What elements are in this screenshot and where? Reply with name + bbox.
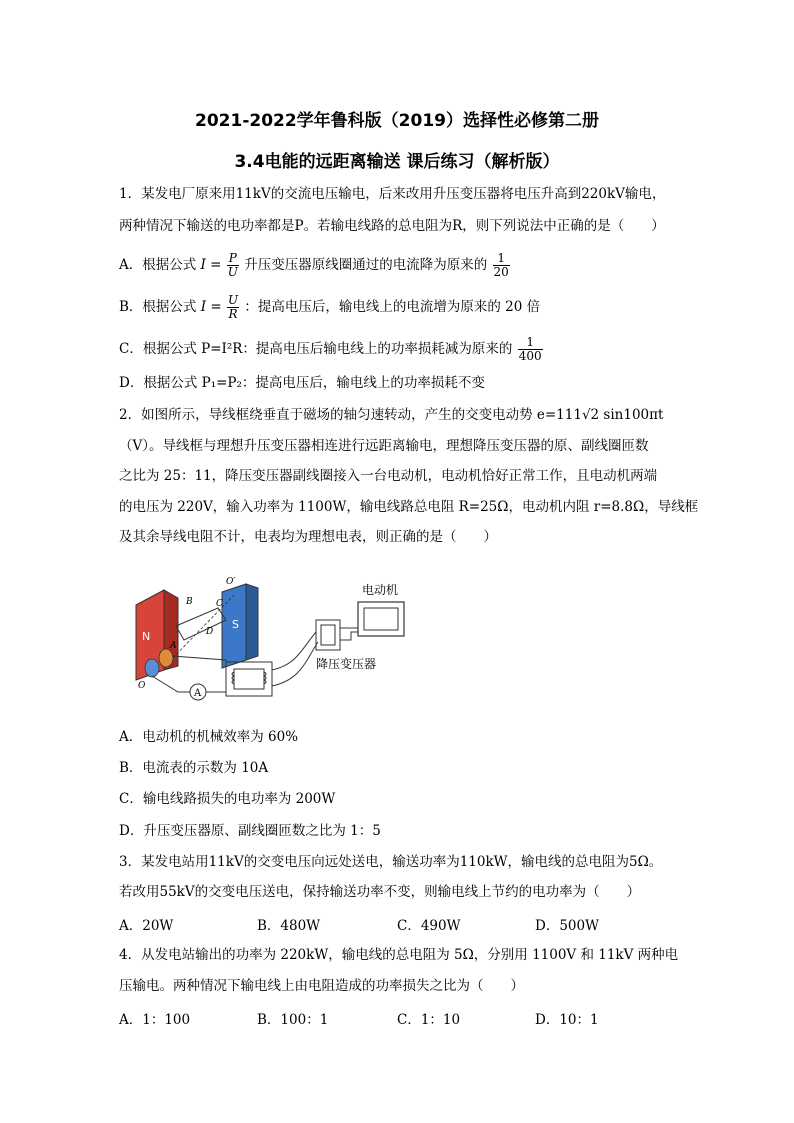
q3-stem-line2: 若改用55kV的交变电压送电，保持输送功率不变，则输电线上节约的电功率为（ ）: [119, 884, 641, 900]
q1-option-b-suffix: ：提高电压后，输电线上的电流增为原来的 20 倍: [244, 299, 541, 315]
generator-transmission-diagram: [126, 570, 426, 705]
q1-option-a-formula-lhs: I =: [200, 257, 222, 273]
q1-option-a-fraction-den: U: [227, 265, 238, 279]
q2-stem-line1: 2．如图所示，导线框绕垂直于磁场的轴匀速转动，产生的交变电动势 e=111√2 sin100πt: [119, 407, 664, 423]
q1-option-b-fraction-num: U: [227, 293, 239, 307]
motor: [358, 602, 404, 636]
motor-wire-2: [340, 632, 358, 640]
wire-top: [172, 656, 226, 665]
slip-ring-1: [159, 649, 173, 667]
q1-option-b-fraction: [227, 294, 239, 321]
q1-option-a: [119, 252, 511, 279]
q1-option-d: D．根据公式 P₁=P₂：提高电压后，输电线上的功率损耗不变: [119, 375, 485, 391]
q2-option-d: D．升压变压器原、副线圈匝数之比为 1：5: [119, 823, 381, 839]
q1-option-b-fraction-den: R: [228, 307, 238, 321]
step-down-transformer-core: [321, 625, 335, 645]
q1-option-b: [119, 294, 540, 321]
q1-option-a-ratio: [493, 252, 510, 279]
q1-option-a-ratio-den: 20: [493, 265, 509, 279]
q2-stem-line4: 的电压为 220V，输入功率为 1100W，输电线路总电阻 R=25Ω，电动机内阻 r=8.8Ω，导线框: [119, 499, 699, 515]
q4-option-d: D．10：1: [535, 1012, 599, 1028]
step-up-transformer-core: [234, 669, 264, 689]
coil-label-c: C: [216, 599, 223, 609]
motor-label: 电动机: [362, 583, 399, 597]
q1-option-a-fraction-num: P: [227, 252, 239, 266]
transmission-line-2: [272, 642, 318, 686]
q2-option-a: A．电动机的机械效率为 60%: [119, 729, 299, 745]
coil-label-a: A: [170, 641, 177, 651]
q4-options: [119, 1008, 599, 1028]
coil-label-d: D: [206, 627, 214, 637]
q1-option-a-fraction: [227, 252, 239, 279]
q2-stem-line3: 之比为 25：11，降压变压器副线圈接入一台电动机，电动机恰好正常工作，且电动机两端: [119, 468, 658, 484]
transmission-line-1: [272, 632, 316, 670]
q2-stem-line5: 及其余导线电阻不计，电表均为理想电表，则正确的是（ ）: [119, 529, 497, 545]
s-pole-magnet-side: [246, 584, 258, 660]
q4-stem-line2: 压输电。两种情况下输电线上由电阻造成的功率损失之比为（ ）: [119, 978, 524, 994]
q1-option-c-text: C．根据公式 P=I²R：提高电压后输电线上的功率损耗减为原来的: [119, 341, 513, 357]
q2-option-b: B．电流表的示数为 10A: [119, 760, 269, 776]
q3-option-a: A．20W: [119, 918, 174, 934]
slip-ring-2: [145, 659, 159, 677]
q1-option-c-ratio-num: 1: [518, 336, 543, 350]
q1-option-a-suffix: 升压变压器原线圈通过的电流降为原来的: [244, 257, 488, 273]
coil-frame: [176, 608, 226, 640]
step-down-transformer-label: 降压变压器: [316, 657, 377, 671]
q2-stem-line2: （V）。导线框与理想升压变压器相连进行远距离输电，理想降压变压器的原、副线圈匝数: [119, 438, 649, 454]
q1-option-a-ratio-num: 1: [493, 252, 510, 266]
q1-option-a-prefix: A．根据公式: [119, 257, 197, 273]
q3-stem-line1: 3．某发电站用11kV的交变电压向远处送电，输送功率为110kW，输电线的总电阻为5Ω。: [119, 854, 663, 870]
document-subtitle: 3.4电能的远距离输送 课后练习（解析版）: [234, 152, 560, 172]
wire-bottom: [152, 676, 190, 692]
q3-option-b: B．480W: [257, 918, 321, 934]
q3-options: [119, 914, 599, 934]
q1-option-b-formula-lhs: I =: [200, 299, 222, 315]
q1-stem-line1: 1．某发电厂原来用11kV的交流电压输电，后来改用升压变压器将电压升高到220kV输电，: [119, 186, 666, 202]
axis-label-o: O: [138, 681, 146, 691]
ammeter-label: A: [194, 688, 202, 699]
n-pole-label: N: [142, 630, 151, 643]
q4-option-c: C．1：10: [397, 1012, 461, 1028]
axis-label-o-prime: O′: [226, 577, 236, 587]
q4-option-b: B．100：1: [257, 1012, 329, 1028]
q3-option-c: C．490W: [397, 918, 461, 934]
q3-option-d: D．500W: [535, 918, 599, 934]
q4-stem-line1: 4．从发电站输出的功率为 220kW，输电线的总电阻为 5Ω，分别用 1100V 和 11kV 两种电: [119, 947, 679, 963]
s-pole-label: S: [232, 618, 239, 631]
q1-option-c-ratio-den: 400: [518, 349, 542, 363]
q2-option-c: C．输电线路损失的电功率为 200W: [119, 791, 336, 807]
q1-option-c-ratio: [518, 336, 543, 363]
wire-ammeter: [206, 685, 226, 692]
q1-stem-line2: 两种情况下输送的电功率都是P。若输电线路的总电阻为R，则下列说法中正确的是（ ）: [119, 218, 665, 234]
q1-option-b-prefix: B．根据公式: [119, 299, 197, 315]
q1-option-c: [119, 336, 544, 363]
coil-label-b: B: [186, 597, 193, 607]
motor-inner: [364, 608, 398, 630]
q4-option-a: A．1：100: [119, 1012, 191, 1028]
document-title: 2021-2022学年鲁科版（2019）选择性必修第二册: [195, 111, 599, 131]
